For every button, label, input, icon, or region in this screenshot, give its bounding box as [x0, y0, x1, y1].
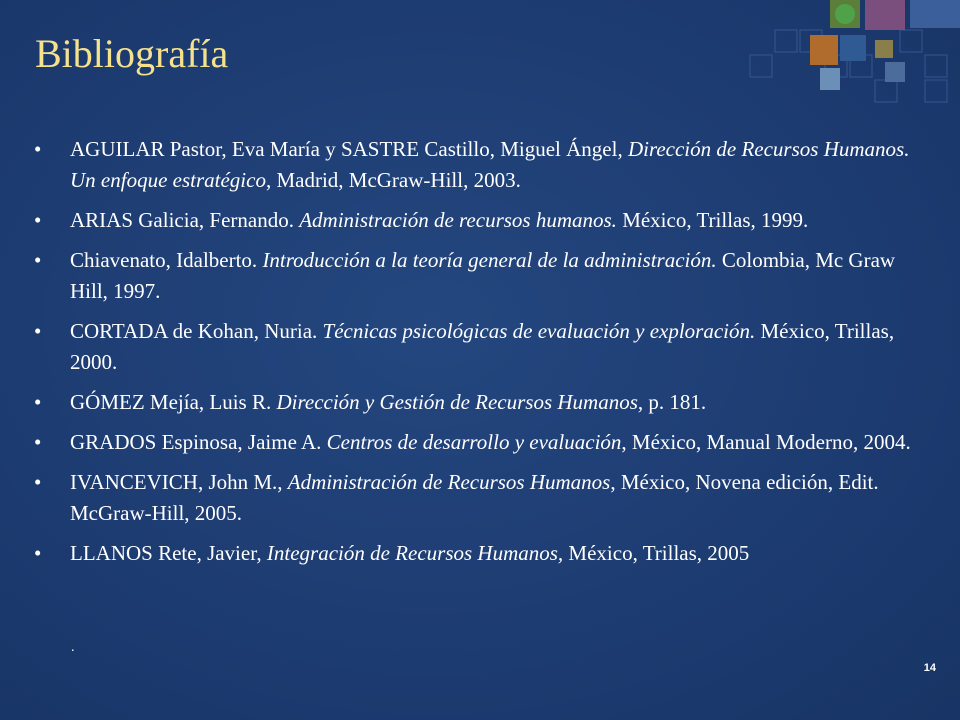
bullet-icon: •	[34, 319, 42, 343]
decorative-grid-image	[680, 0, 960, 110]
list-item: • LLANOS Rete, Javier, Integración de Recursos Humanos, México, Trillas, 2005	[32, 538, 937, 569]
list-item: • IVANCEVICH, John M., Administración de Recursos Humanos, México, Novena edición, Edit. McGraw-Hill, 2005.	[32, 467, 937, 529]
bullet-icon: •	[34, 430, 42, 454]
list-item: • ARIAS Galicia, Fernando. Administración de recursos humanos. México, Trillas, 1999.	[32, 205, 937, 236]
bullet-icon: •	[34, 248, 42, 272]
slide-title: Bibliografía	[35, 31, 229, 76]
bullet-icon: •	[34, 390, 42, 414]
list-item: • Chiavenato, Idalberto. Introducción a la teoría general de la administración. Colombia, Mc Graw Hill, 1997.	[32, 245, 937, 307]
list-item: • GÓMEZ Mejía, Luis R. Dirección y Gestión de Recursos Humanos, p. 181.	[32, 387, 937, 418]
bullet-icon: •	[34, 470, 42, 494]
bullet-icon: •	[34, 208, 42, 232]
trailing-period: .	[71, 640, 75, 655]
bullet-icon: •	[34, 137, 42, 161]
list-item: • GRADOS Espinosa, Jaime A. Centros de desarrollo y evaluación, México, Manual Moderno, 2004.	[32, 427, 937, 458]
bibliography-list	[32, 134, 937, 578]
list-item: • CORTADA de Kohan, Nuria. Técnicas psicológicas de evaluación y exploración. México, Trillas, 2000.	[32, 316, 937, 378]
list-item: • AGUILAR Pastor, Eva María y SASTRE Castillo, Miguel Ángel, Dirección de Recursos Humanos. Un enfoque estratégico, Madrid, McGraw-Hill, 2003.	[32, 134, 937, 196]
page-number: 14	[923, 662, 936, 674]
bullet-icon: •	[34, 541, 42, 565]
